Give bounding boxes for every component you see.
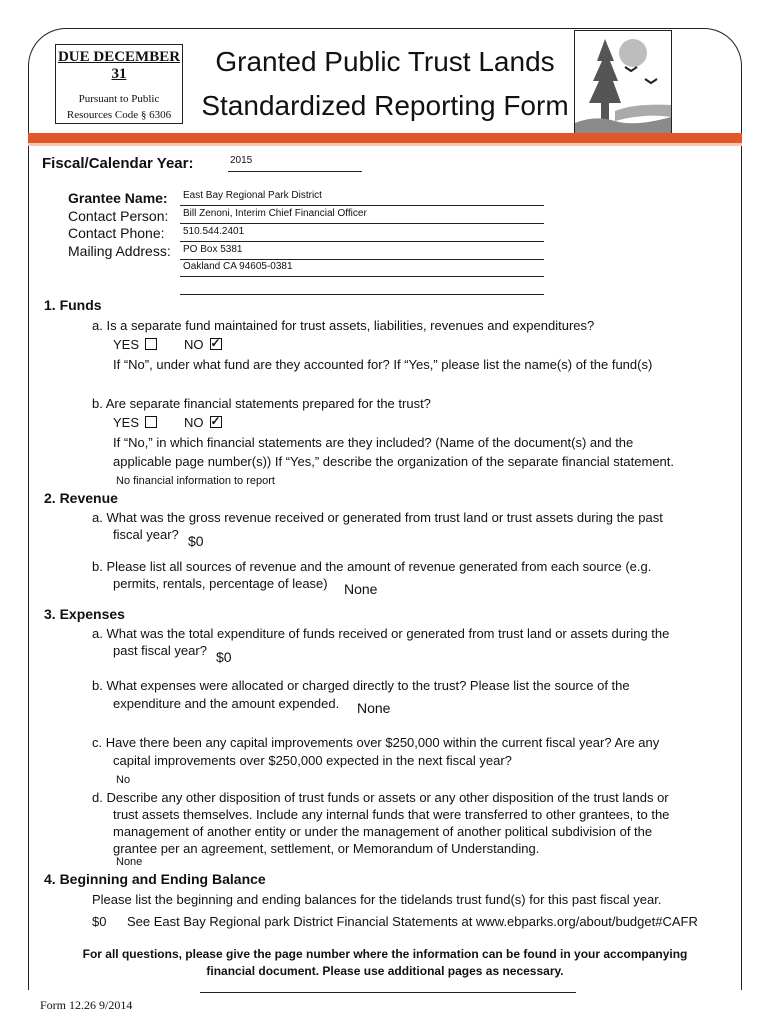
balance-note[interactable]: See East Bay Regional park District Financial Statements at www.ebparks.org/about/budget#CAFR — [127, 914, 698, 929]
balance-amount[interactable]: $0 — [92, 914, 107, 929]
mailing-address-field-1[interactable] — [180, 243, 544, 260]
grantee-name-label: Grantee Name: — [68, 190, 168, 206]
funds-a-no-option[interactable] — [184, 335, 222, 354]
mailing-address-line1: PO Box 5381 — [183, 244, 243, 255]
due-sub-line2: Resources Code § 6306 — [66, 109, 172, 121]
funds-a-followup: If “No”, under what fund are they accounted for? If “Yes,” please list the name(s) of the fund(s) — [113, 357, 653, 372]
revenue-a-answer[interactable]: $0 — [188, 533, 204, 549]
mailing-address-field-2[interactable] — [180, 261, 544, 277]
funds-b-no-option[interactable] — [184, 413, 222, 432]
grantee-name-value: East Bay Regional Park District — [183, 190, 322, 201]
contact-person-field[interactable] — [180, 208, 544, 224]
grantee-name-field[interactable] — [180, 190, 544, 206]
funds-b-question: b. Are separate financial statements prepared for the trust? — [92, 396, 431, 411]
balance-question: Please list the beginning and ending balances for the tidelands trust fund(s) for this past fiscal year. — [92, 892, 662, 907]
funds-a-question: a. Is a separate fund maintained for trust assets, liabilities, revenues and expenditures? — [92, 318, 595, 333]
funds-b-followup-1: If “No,” in which financial statements are they included? (Name of the document(s) and the — [113, 435, 634, 450]
expenses-heading: 3. Expenses — [44, 606, 125, 622]
fiscal-year-label: Fiscal/Calendar Year: — [42, 155, 194, 172]
funds-b-yes-checkbox[interactable] — [145, 416, 157, 428]
funds-a-yes-option[interactable] — [113, 335, 157, 354]
revenue-b-question-2: permits, rentals, percentage of lease) — [113, 576, 328, 591]
funds-b-no-label: NO — [184, 415, 204, 430]
form-title-line2: Standardized Reporting Form — [201, 90, 569, 121]
funds-b-answer[interactable]: No financial information to report — [116, 475, 275, 487]
funds-b-yes-label: YES — [113, 415, 140, 430]
footer-instructions — [40, 946, 730, 980]
contact-phone-field[interactable] — [180, 225, 544, 242]
contact-person-value: Bill Zenoni, Interim Chief Financial Officer — [183, 208, 367, 219]
revenue-heading: 2. Revenue — [44, 490, 118, 506]
revenue-a-question-2: fiscal year? — [113, 527, 179, 542]
revenue-a-question-1: a. What was the gross revenue received or generated from trust land or trust assets during the past — [92, 510, 663, 525]
mailing-address-label: Mailing Address: — [68, 243, 171, 259]
tree-landscape-icon — [575, 31, 671, 133]
funds-heading: 1. Funds — [44, 297, 102, 313]
expenses-b-question-2: expenditure and the amount expended. — [113, 696, 340, 711]
state-lands-logo — [574, 30, 672, 134]
header-divider — [28, 133, 742, 143]
due-date-box — [55, 44, 183, 124]
expenses-d-question-1: d. Describe any other disposition of trust funds or assets or any other disposition of the trust lands or — [92, 790, 669, 805]
balance-heading: 4. Beginning and Ending Balance — [44, 871, 266, 887]
expenses-c-question-2: capital improvements over $250,000 expected in the next fiscal year? — [113, 753, 512, 768]
expenses-a-answer[interactable]: $0 — [216, 649, 232, 665]
funds-a-no-label: NO — [184, 337, 204, 352]
form-number: Form 12.26 9/2014 — [40, 998, 133, 1012]
mailing-address-field-3[interactable] — [180, 280, 544, 295]
funds-b-followup-2: applicable page number(s)) If “Yes,” describe the organization of the separate financial statement. — [113, 454, 675, 469]
header-divider-shadow — [28, 143, 742, 146]
fiscal-year-field[interactable] — [228, 155, 362, 172]
funds-a-yes-checkbox[interactable] — [145, 338, 157, 350]
due-sub-line1: Pursuant to Public — [78, 93, 160, 105]
funds-a-yes-label: YES — [113, 337, 140, 352]
due-date-title: DUE DECEMBER 31 — [57, 49, 181, 82]
expenses-b-question-1: b. What expenses were allocated or charged directly to the trust? Please list the source of the — [92, 678, 630, 693]
contact-phone-value: 510.544.2401 — [183, 226, 245, 237]
expenses-a-question-2: past fiscal year? — [113, 643, 207, 658]
fiscal-year-value: 2015 — [230, 155, 253, 166]
funds-b-yes-option[interactable] — [113, 413, 157, 432]
expenses-c-question-1: c. Have there been any capital improvements over $250,000 within the current fiscal year? Are any — [92, 735, 660, 750]
expenses-d-question-3: management of another entity or under the management of another political subdivision of the — [113, 824, 653, 839]
expenses-a-question-1: a. What was the total expenditure of funds received or generated from trust land or assets during the — [92, 626, 670, 641]
expenses-c-answer[interactable]: No — [116, 774, 131, 786]
signature-line — [200, 992, 576, 993]
footer-line2: financial document. Please use additional pages as necessary. — [206, 964, 564, 978]
funds-b-no-checkbox[interactable] — [210, 416, 222, 428]
contact-person-label: Contact Person: — [68, 208, 169, 224]
funds-a-no-checkbox[interactable] — [210, 338, 222, 350]
expenses-d-question-4: grantee per an agreement, settlement, or Memorandum of Understanding. — [113, 841, 540, 856]
contact-phone-label: Contact Phone: — [68, 225, 165, 241]
expenses-b-answer[interactable]: None — [357, 700, 391, 716]
expenses-d-answer[interactable]: None — [116, 856, 143, 868]
form-title-line1: Granted Public Trust Lands — [215, 46, 555, 77]
revenue-b-answer[interactable]: None — [344, 581, 378, 597]
due-date-subtitle — [56, 91, 182, 123]
footer-line1: For all questions, please give the page number where the information can be found in your accompanying — [82, 947, 688, 961]
expenses-d-question-2: trust assets themselves. Include any internal funds that were transferred to other grantees, to the — [113, 807, 670, 822]
revenue-b-question-1: b. Please list all sources of revenue and the amount of revenue generated from each source (e.g. — [92, 559, 652, 574]
mailing-address-line2: Oakland CA 94605-0381 — [183, 261, 293, 272]
